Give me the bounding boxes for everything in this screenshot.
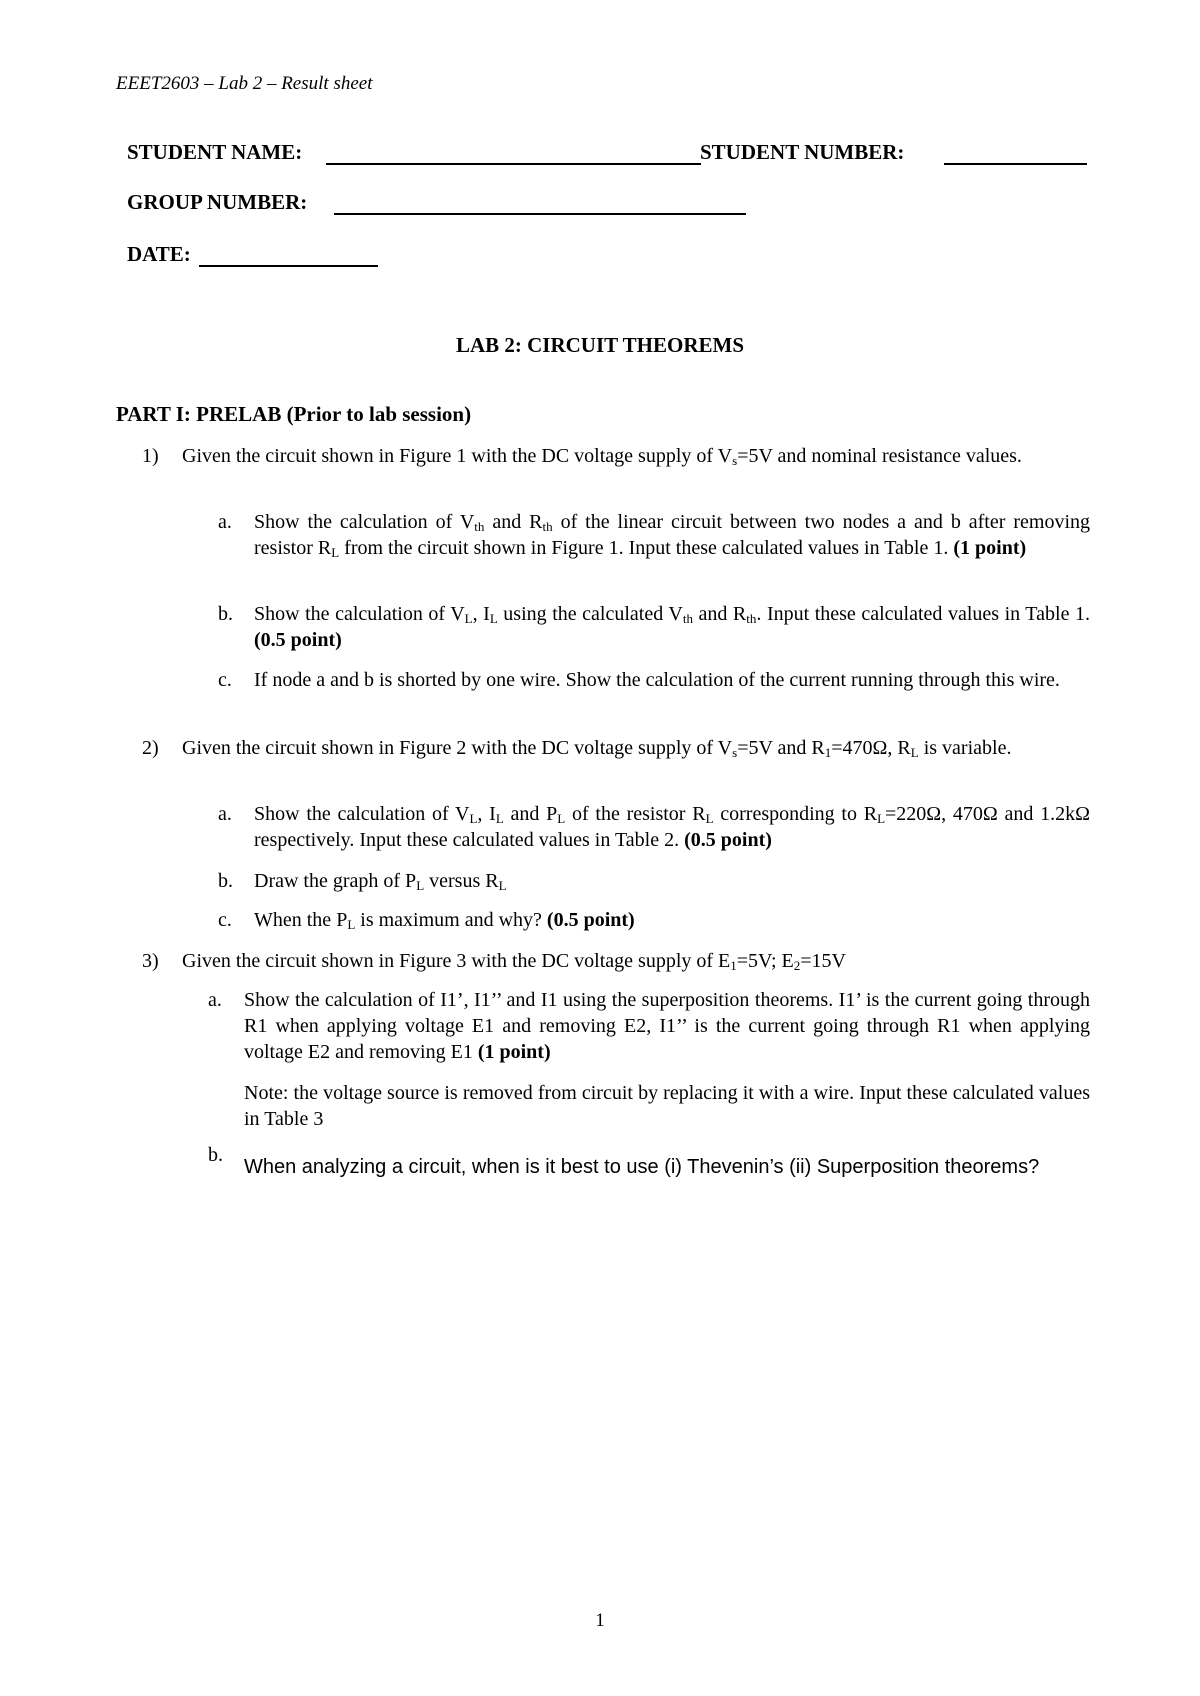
q2-number: 2) xyxy=(142,737,159,759)
student-name-line[interactable] xyxy=(326,163,701,165)
q2a-marker: a. xyxy=(218,803,232,825)
q2c-marker: c. xyxy=(218,909,232,931)
lab-title: LAB 2: CIRCUIT THEOREMS xyxy=(455,333,745,357)
q1-number: 1) xyxy=(142,445,159,467)
q2b-text: Draw the graph of $P_L$ versus $R_L$ xyxy=(254,870,507,893)
page-number: 1 xyxy=(595,1610,605,1631)
q1a-text: Show the calculation of $V_{th}$ and $R_{th}$ of the linear circuit between two nodes a and b after removing resistor $R_L$ from the circuit shown in Figure 1. Input these calculated values in Table 1. (1 point) xyxy=(254,511,1090,560)
date-line[interactable] xyxy=(199,265,378,267)
student-number-line[interactable] xyxy=(944,163,1087,165)
student-number-label: STUDENT NUMBER: xyxy=(700,140,905,164)
document-header: EEET2603 – Lab 2 – Result sheet xyxy=(116,73,373,94)
q2-text: Given the circuit shown in Figure 2 with the DC voltage supply of $V_s=5V$ and $R_1=470\Omega$, $R_L$ is variable. xyxy=(182,737,1012,760)
q3-text: Given the circuit shown in Figure 3 with the DC voltage supply of $E_1=5V$; $E_2=15V$ xyxy=(182,950,847,973)
q3b-text: When analyzing a circuit, when is it best to use (i) Thevenin’s (ii) Superposition theorems? xyxy=(244,1156,1040,1178)
q1-text: Given the circuit shown in Figure 1 with the DC voltage supply of $V_s=5V$ and nominal resistance values. xyxy=(182,445,1022,468)
q1b-marker: b. xyxy=(218,603,233,625)
date-label: DATE: xyxy=(127,242,191,266)
q1a-marker: a. xyxy=(218,511,232,533)
q3a-note: Note: the voltage source is removed from circuit by replacing it with a wire. Input these calculated values in Table 3 xyxy=(244,1082,1090,1130)
q3-number: 3) xyxy=(142,950,159,972)
group-number-line[interactable] xyxy=(334,213,746,215)
group-number-label: GROUP NUMBER: xyxy=(127,190,308,214)
q2c-text: When the $P_L$ is maximum and why? (0.5 point) xyxy=(254,909,635,932)
q3a-marker: a. xyxy=(208,989,222,1011)
part-heading: PART I: PRELAB (Prior to lab session) xyxy=(116,402,472,426)
q3a-text: Show the calculation of I1’, I1’’ and I1 using the superposition theorems. I1’ is the current going through R1 when applying voltage E1 and removing E2, I1’’ is the current going through R1 when applying voltage E2 and removing E1 (1 point) xyxy=(244,989,1090,1063)
q2a-text: Show the calculation of $V_L$, $I_L$ and $P_L$ of the resistor $R_L$ corresponding to $R_L=220\Omega$, 470Ω and 1.2kΩ respectively. Input these calculated values in Table 2. (0.5 point) xyxy=(254,803,1091,851)
q1b-text: Show the calculation of $V_L$, $I_L$ using the calculated $V_{th}$ and $R_{th}$. Input these calculated values in Table 1. (0.5 point) xyxy=(254,603,1090,651)
q2b-marker: b. xyxy=(218,870,233,892)
q3b-marker: b. xyxy=(208,1144,223,1166)
q1c-text: If node a and b is shorted by one wire. Show the calculation of the current running through this wire. xyxy=(254,669,1060,691)
student-name-label: STUDENT NAME: xyxy=(127,140,303,164)
q1c-marker: c. xyxy=(218,669,232,691)
